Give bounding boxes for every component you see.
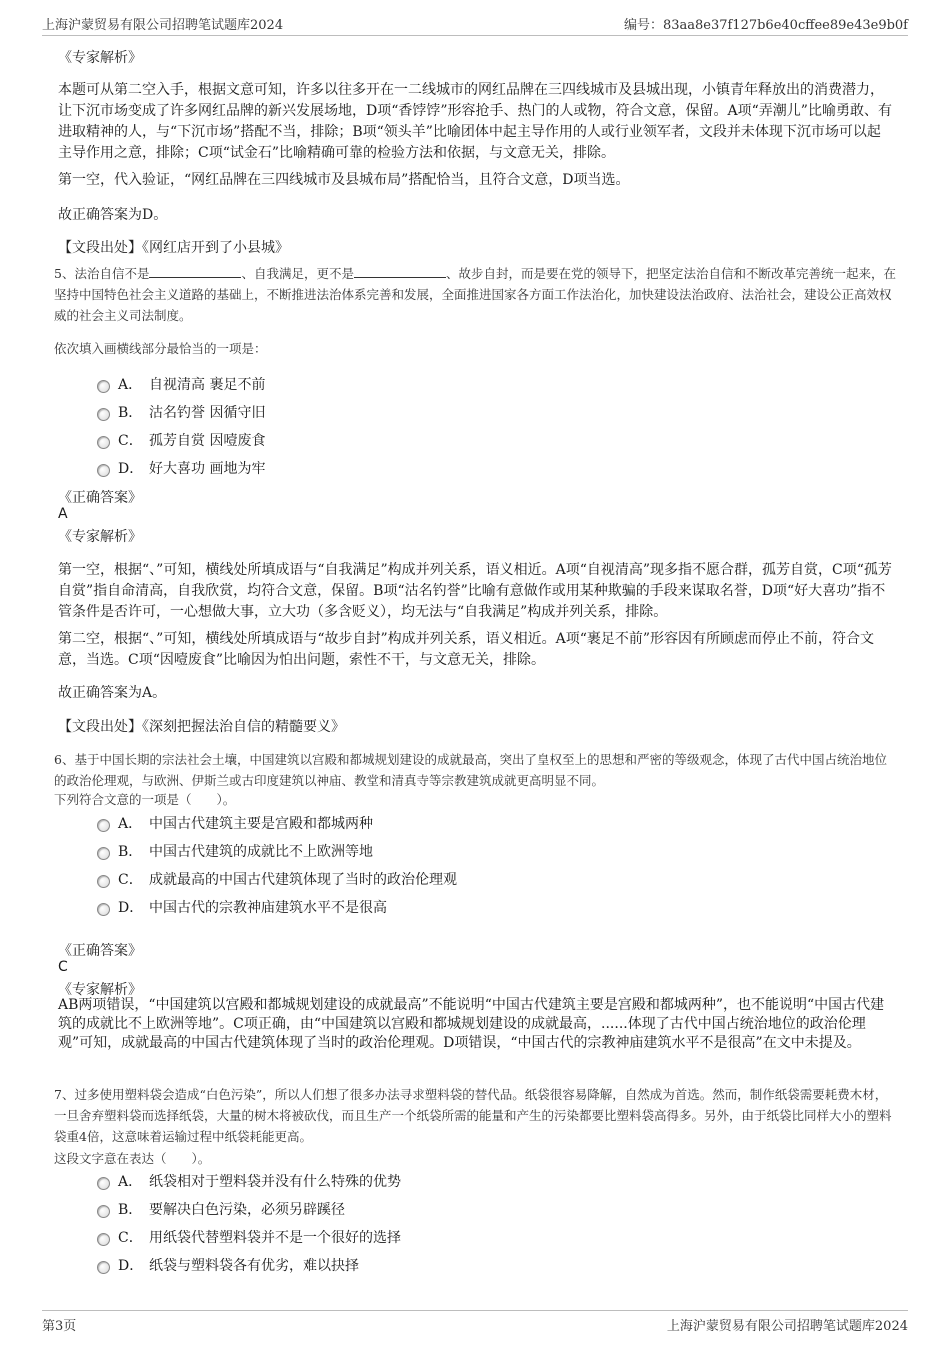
correct-answer-label: 《正确答案》 <box>58 490 142 506</box>
option-text: 自视清高 裹足不前 <box>149 377 266 393</box>
footer-company-title: 上海沪蒙贸易有限公司招聘笔试题库2024 <box>666 1319 908 1334</box>
q6-prompt: 下列符合文意的一项是（ ）。 <box>54 792 236 807</box>
q6-option-d[interactable] <box>97 897 387 917</box>
q4-source: 【文段出处】《网红店开到了小县城》 <box>58 240 289 256</box>
option-letter: A． <box>118 377 143 393</box>
header-divider <box>42 35 908 36</box>
radio-button-icon[interactable] <box>97 464 110 477</box>
q5-analysis-paragraph-1: 第一空，根据“、”可知，横线处所填成语与“自我满足”构成并列关系，语义相近。A项“自视清高”现多指不愿合群，孤芳自赏，C项“孤芳自赏”指自命清高，自我欣赏，均符合文意，保留。B项“沽名钓誉”比喻有意做作或用某种欺骗的手段来谋取名誉，D项“好大喜功”指不管条件是否许可，一心想做大事，立大功（多含贬义），均无法与“自我满足”构成并列关系，排除。 <box>58 562 892 620</box>
option-text: 好大喜功 画地为牢 <box>149 461 266 477</box>
q5-option-a[interactable] <box>97 374 265 394</box>
radio-button-icon[interactable] <box>97 903 110 916</box>
radio-button-icon[interactable] <box>97 436 110 449</box>
q5-stem-part-1: 5、法治自信不是 <box>54 266 150 281</box>
q5-option-c[interactable] <box>97 430 265 450</box>
option-text: 中国古代的宗教神庙建筑水平不是很高 <box>149 900 387 916</box>
option-letter: B． <box>118 1202 143 1218</box>
option-text: 沽名钓誉 因循守旧 <box>149 405 266 421</box>
q5-stem-part-3: 、故步自封，而是要在党的领导下，把坚定法治自信和不断改革完善统一起来，在坚持中国特色社会主义道路的基础上，不断推进法治体系完善和发展，全面推进国家各方面工作法治化，加快建设法治政府、法治社会，建设公正高效权威的社会主义司法制度。 <box>54 266 896 323</box>
radio-button-icon[interactable] <box>97 1233 110 1246</box>
option-letter: B． <box>118 844 143 860</box>
q6-option-c[interactable] <box>97 869 457 889</box>
option-letter: D． <box>118 1258 144 1274</box>
q5-option-d[interactable] <box>97 458 265 478</box>
option-text: 中国古代建筑的成就比不上欧洲等地 <box>149 844 373 860</box>
q7-option-b[interactable] <box>97 1199 345 1219</box>
q5-option-b[interactable] <box>97 402 265 422</box>
q7-prompt: 这段文字意在表达（ ）。 <box>54 1151 211 1166</box>
correct-answer-label: 《正确答案》 <box>58 943 142 959</box>
q4-analysis-paragraph-2: 第一空，代入验证，“网红品牌在三四线城市及县城布局”搭配恰当，且符合文意，D项当选。 <box>58 172 630 188</box>
radio-button-icon[interactable] <box>97 1261 110 1274</box>
q6-analysis: AB两项错误，“中国建筑以宫殿和都城规划建设的成就最高”不能说明“中国古代建筑主要是宫殿和都城两种”，也不能说明“中国古代建筑的成就比不上欧洲等地”。C项正确，由“中国建筑以宫殿和都城规划建设的成就最高，......体现了古代中国占统治地位的政治伦理观”可知，成就最高的中国古代建筑体现了当时的政治伦理观。D项错误，“中国古代的宗教神庙建筑水平不是很高”在文中未提及。 <box>58 997 885 1051</box>
q5-prompt: 依次填入画横线部分最恰当的一项是： <box>54 341 267 356</box>
radio-button-icon[interactable] <box>97 819 110 832</box>
footer-page-number: 第3页 <box>42 1319 77 1334</box>
option-letter: D． <box>118 461 144 477</box>
q6-stem: 6、基于中国长期的宗法社会土壤，中国建筑以宫殿和都城规划建设的成就最高，突出了皇权至上的思想和严密的等级观念，体现了古代中国占统治地位的政治伦理观，与欧洲、伊斯兰或古印度建筑以神庙、教堂和清真寺等宗教建筑成就更高明显不同。 <box>54 752 887 788</box>
q4-analysis-paragraph-1: 本题可从第二空入手，根据文意可知，许多以往多开在一二线城市的网红品牌在三四线城市及县城出现，小镇青年释放出的消费潜力，让下沉市场变成了许多网红品牌的新兴发展场地，D项“香饽饽”形容抢手、热门的人或物，符合文意，保留。A项“弄潮儿”比喻勇敢、有进取精神的人，与“下沉市场”搭配不当，排除；B项“领头羊”比喻团体中起主导作用的人或行业领军者，文段并未体现下沉市场可以起主导作用之意，排除；C项“试金石”比喻精确可靠的检验方法和依据，与文意无关，排除。 <box>58 82 892 161</box>
q5-conclusion: 故正确答案为A。 <box>58 685 167 701</box>
radio-button-icon[interactable] <box>97 408 110 421</box>
q5-analysis-paragraph-2: 第二空，根据“、”可知，横线处所填成语与“故步自封”构成并列关系，语义相近。A项“裹足不前”形容因有所顾虑而停止不前，符合文意，当选。C项“因噎废食”比喻因为怕出问题，索性不干，与文意无关，排除。 <box>58 631 875 668</box>
option-text: 用纸袋代替塑料袋并不是一个很好的选择 <box>149 1230 401 1246</box>
footer-divider <box>42 1310 908 1311</box>
option-letter: A． <box>118 816 143 832</box>
q5-blank-2 <box>354 265 446 278</box>
option-letter: C． <box>118 872 143 888</box>
expert-analysis-label: 《专家解析》 <box>58 529 142 545</box>
q5-correct-answer: A <box>58 506 68 522</box>
option-letter: D． <box>118 900 144 916</box>
q5-blank-1 <box>149 265 241 278</box>
q7-option-a[interactable] <box>97 1171 401 1191</box>
option-text: 孤芳自赏 因噎废食 <box>149 433 266 449</box>
q5-stem-part-2: 、自我满足，更不是 <box>241 266 354 281</box>
q6-correct-answer: C <box>58 959 68 975</box>
radio-button-icon[interactable] <box>97 1177 110 1190</box>
option-text: 成就最高的中国古代建筑体现了当时的政治伦理观 <box>149 872 457 888</box>
option-text: 纸袋与塑料袋各有优劣，难以抉择 <box>149 1258 359 1274</box>
option-letter: B． <box>118 405 143 421</box>
radio-button-icon[interactable] <box>97 847 110 860</box>
expert-analysis-label: 《专家解析》 <box>58 50 142 66</box>
q7-stem: 7、过多使用塑料袋会造成“白色污染”，所以人们想了很多办法寻求塑料袋的替代品。纸袋很容易降解，自然成为首选。然而，制作纸袋需要耗费木材，一旦舍弃塑料袋而选择纸袋，大量的树木将被砍伐，而且生产一个纸袋所需的能量和产生的污染都要比塑料袋高得多。另外，由于纸袋比同样大小的塑料袋重4倍，这意味着运输过程中纸袋耗能更高。 <box>54 1087 892 1144</box>
radio-button-icon[interactable] <box>97 1205 110 1218</box>
q6-option-b[interactable] <box>97 841 373 861</box>
q7-option-c[interactable] <box>97 1227 401 1247</box>
q5-source: 【文段出处】《深刻把握法治自信的精髓要义》 <box>58 719 345 735</box>
header-company-title: 上海沪蒙贸易有限公司招聘笔试题库2024 <box>42 18 284 33</box>
radio-button-icon[interactable] <box>97 380 110 393</box>
option-letter: C． <box>118 433 143 449</box>
option-text: 纸袋相对于塑料袋并没有什么特殊的优势 <box>149 1174 401 1190</box>
q4-conclusion: 故正确答案为D。 <box>58 207 168 223</box>
header-document-code: 编号：83aa8e37f127b6e40cffee89e43e9b0f <box>623 18 908 33</box>
option-letter: A． <box>118 1174 143 1190</box>
option-text: 中国古代建筑主要是宫殿和都城两种 <box>149 816 373 832</box>
option-text: 要解决白色污染，必须另辟蹊径 <box>149 1202 345 1218</box>
q5-stem <box>54 263 899 326</box>
q7-option-d[interactable] <box>97 1255 359 1275</box>
option-letter: C． <box>118 1230 143 1246</box>
expert-analysis-label: 《专家解析》 <box>58 982 142 998</box>
radio-button-icon[interactable] <box>97 875 110 888</box>
q6-option-a[interactable] <box>97 813 373 833</box>
